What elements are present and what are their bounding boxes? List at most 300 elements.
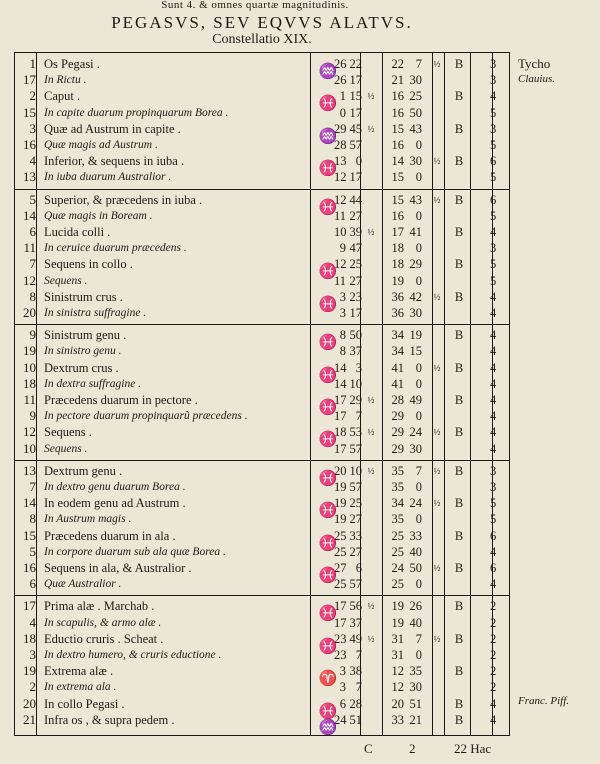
side-note-clauius: Clauius. xyxy=(518,73,555,85)
latitude-direction: B xyxy=(454,393,464,407)
magnitude: 3 xyxy=(490,463,497,478)
longitude-minutes: 57 xyxy=(349,441,362,456)
latitude-degrees: 29 xyxy=(391,425,404,440)
star-row xyxy=(14,712,510,728)
star-number: 13 xyxy=(23,169,36,185)
longitude-fraction: ½ xyxy=(367,123,375,134)
longitude-minutes: 10 xyxy=(349,376,362,391)
star-row xyxy=(14,72,510,88)
latitude-minutes: 43 xyxy=(409,192,422,207)
magnitude: 4 xyxy=(490,328,497,343)
star-number: 5 xyxy=(29,191,36,207)
latitude-minutes: 0 xyxy=(415,170,422,185)
magnitude: 6 xyxy=(490,192,497,207)
longitude-degrees: 11 xyxy=(334,273,347,288)
longitude-degrees: 25 xyxy=(334,528,347,543)
column-rule xyxy=(310,52,311,736)
latitude-minutes: 29 xyxy=(409,257,422,272)
latitude-fraction: ½ xyxy=(433,633,441,644)
magnitude: 4 xyxy=(490,577,497,592)
latitude-minutes: 0 xyxy=(415,208,422,223)
longitude-minutes: 45 xyxy=(349,121,362,136)
magnitude: 3 xyxy=(490,57,497,71)
star-row xyxy=(14,424,510,440)
side-note-franc-piff: Franc. Piff. xyxy=(518,695,570,707)
latitude-degrees: 19 xyxy=(391,615,404,630)
star-name: In Austrum magis . xyxy=(44,513,132,526)
longitude-minutes: 44 xyxy=(349,192,362,207)
latitude-degrees: 25 xyxy=(391,528,404,543)
star-number: 2 xyxy=(29,88,36,104)
page-footer xyxy=(14,738,510,760)
star-name: Sequens . xyxy=(44,425,92,440)
longitude-minutes: 7 xyxy=(355,409,362,424)
star-row xyxy=(14,598,510,614)
latitude-direction: B xyxy=(454,121,464,136)
star-number: 9 xyxy=(29,408,36,424)
column-rule xyxy=(36,52,37,736)
latitude-degrees: 34 xyxy=(391,328,404,343)
latitude-minutes: 25 xyxy=(409,89,422,104)
latitude-minutes: 43 xyxy=(409,121,422,136)
latitude-degrees: 18 xyxy=(391,241,404,256)
column-rule xyxy=(432,52,433,736)
latitude-minutes: 50 xyxy=(409,105,422,120)
star-name: Quæ Australior . xyxy=(44,578,122,591)
latitude-minutes: 15 xyxy=(409,344,422,359)
star-name: In sinistro genu . xyxy=(44,345,122,358)
star-row xyxy=(14,679,510,695)
longitude-degrees: 11 xyxy=(334,208,347,223)
longitude-fraction: ½ xyxy=(367,91,375,102)
longitude-minutes: 50 xyxy=(349,328,362,343)
star-name: Prima alæ . Marchab . xyxy=(44,599,155,614)
longitude-degrees: 12 xyxy=(334,170,347,185)
star-row xyxy=(14,305,510,321)
longitude-degrees: 28 xyxy=(334,138,347,152)
star-number: 6 xyxy=(29,576,36,592)
zodiac-sign: ♓ xyxy=(318,703,338,720)
latitude-degrees: 14 xyxy=(391,154,404,169)
longitude-fraction: ½ xyxy=(367,227,375,237)
magnitude: 4 xyxy=(490,376,497,391)
latitude-degrees: 35 xyxy=(391,512,404,527)
longitude-degrees: 25 xyxy=(334,544,347,559)
star-row xyxy=(14,663,510,679)
star-name: Quæ ad Austrum in capite . xyxy=(44,121,181,136)
star-row xyxy=(14,105,510,121)
star-name: Superior, & præcedens in iuba . xyxy=(44,192,203,207)
latitude-degrees: 17 xyxy=(391,225,404,239)
latitude-direction: B xyxy=(454,599,464,614)
longitude-minutes: 27 xyxy=(349,512,362,527)
magnitude: 5 xyxy=(490,208,497,223)
magnitude: 5 xyxy=(490,170,497,185)
star-number: 6 xyxy=(29,224,36,239)
longitude-degrees: 17 xyxy=(334,615,347,630)
latitude-minutes: 33 xyxy=(409,528,422,543)
star-row xyxy=(14,88,510,104)
longitude-degrees: 8 xyxy=(339,344,346,359)
magnitude: 6 xyxy=(490,528,497,543)
star-number: 19 xyxy=(23,343,36,359)
longitude-minutes: 25 xyxy=(349,496,362,511)
latitude-minutes: 0 xyxy=(415,360,422,375)
latitude-minutes: 19 xyxy=(409,328,422,343)
magnitude: 4 xyxy=(490,696,497,711)
magnitude: 5 xyxy=(490,105,497,120)
latitude-fraction: ½ xyxy=(433,156,441,167)
star-name: Sequens in ala, & Australior . xyxy=(44,561,192,575)
star-number: 12 xyxy=(23,272,36,288)
zodiac-sign: ♓ xyxy=(318,503,338,520)
star-row xyxy=(14,360,510,376)
signature-mark: C xyxy=(364,741,373,756)
latitude-degrees: 29 xyxy=(391,441,404,456)
zodiac-sign: ♒ xyxy=(318,719,338,736)
latitude-degrees: 34 xyxy=(391,344,404,359)
magnitude: 4 xyxy=(490,344,497,359)
latitude-degrees: 25 xyxy=(391,544,404,559)
longitude-minutes: 28 xyxy=(349,696,362,711)
star-number: 7 xyxy=(29,479,36,494)
longitude-degrees: 17 xyxy=(334,441,347,456)
star-row xyxy=(14,376,510,392)
latitude-degrees: 41 xyxy=(391,360,404,375)
longitude-minutes: 17 xyxy=(349,73,362,88)
latitude-fraction: ½ xyxy=(433,194,441,205)
star-row xyxy=(14,631,510,647)
star-name: In dextro genu duarum Borea . xyxy=(44,481,186,493)
latitude-degrees: 24 xyxy=(391,561,404,575)
star-name: In dextra suffragine . xyxy=(44,377,142,390)
star-number: 20 xyxy=(23,305,36,320)
star-number: 7 xyxy=(29,256,36,272)
star-row xyxy=(14,479,510,495)
latitude-minutes: 7 xyxy=(415,463,422,478)
magnitude: 4 xyxy=(490,306,497,320)
longitude-minutes: 47 xyxy=(349,241,362,256)
latitude-fraction: ½ xyxy=(433,59,441,69)
longitude-degrees: 14 xyxy=(334,360,347,375)
star-row xyxy=(14,327,510,343)
star-name: Quæ magis in Boream . xyxy=(44,209,153,222)
magnitude: 6 xyxy=(490,561,497,575)
longitude-fraction: ½ xyxy=(367,465,375,476)
longitude-minutes: 39 xyxy=(349,225,362,239)
latitude-degrees: 16 xyxy=(391,105,404,120)
latitude-degrees: 16 xyxy=(391,89,404,104)
star-row xyxy=(14,615,510,631)
longitude-degrees: 17 xyxy=(334,599,347,614)
star-number: 16 xyxy=(23,137,36,152)
latitude-direction: B xyxy=(454,664,464,679)
longitude-minutes: 37 xyxy=(349,615,362,630)
star-number: 1 xyxy=(29,56,36,71)
latitude-degrees: 19 xyxy=(391,599,404,614)
latitude-degrees: 12 xyxy=(391,664,404,679)
star-number: 10 xyxy=(23,359,36,375)
star-number: 21 xyxy=(23,711,36,727)
star-name: In extrema ala . xyxy=(44,681,117,694)
zodiac-sign: ♓ xyxy=(318,96,338,113)
star-number: 18 xyxy=(23,630,36,646)
star-number: 15 xyxy=(23,104,36,120)
latitude-degrees: 28 xyxy=(391,393,404,407)
latitude-direction: B xyxy=(454,425,464,440)
latitude-minutes: 0 xyxy=(415,241,422,256)
longitude-degrees: 12 xyxy=(334,257,347,272)
latitude-degrees: 29 xyxy=(391,409,404,424)
star-number: 2 xyxy=(29,679,36,695)
column-rule xyxy=(470,52,471,736)
longitude-minutes: 27 xyxy=(349,273,362,288)
longitude-degrees: 19 xyxy=(334,496,347,511)
star-number: 9 xyxy=(29,327,36,343)
longitude-degrees: 10 xyxy=(334,225,347,239)
latitude-fraction: ½ xyxy=(433,291,441,302)
latitude-direction: B xyxy=(454,192,464,207)
longitude-degrees: 14 xyxy=(334,376,347,391)
star-row xyxy=(14,408,510,424)
star-row xyxy=(14,169,510,185)
latitude-degrees: 18 xyxy=(391,257,404,272)
star-number: 14 xyxy=(23,495,36,511)
magnitude: 2 xyxy=(490,664,497,679)
star-row xyxy=(14,289,510,305)
star-row xyxy=(14,343,510,359)
longitude-minutes: 23 xyxy=(349,289,362,304)
latitude-degrees: 15 xyxy=(391,121,404,136)
star-row xyxy=(14,647,510,663)
latitude-degrees: 33 xyxy=(391,712,404,727)
latitude-direction: B xyxy=(454,225,464,239)
longitude-minutes: 33 xyxy=(349,528,362,543)
zodiac-sign: ♓ xyxy=(318,335,338,352)
latitude-direction: B xyxy=(454,631,464,646)
longitude-fraction: ½ xyxy=(367,633,375,644)
magnitude: 4 xyxy=(490,425,497,440)
star-row xyxy=(14,511,510,527)
star-row xyxy=(14,576,510,592)
zodiac-sign: ♓ xyxy=(318,470,338,487)
longitude-degrees: 24 xyxy=(334,712,347,727)
longitude-degrees: 3 xyxy=(339,289,346,304)
magnitude: 4 xyxy=(490,289,497,304)
magnitude: 5 xyxy=(490,512,497,527)
latitude-minutes: 0 xyxy=(415,480,422,494)
latitude-fraction: ½ xyxy=(433,498,441,509)
latitude-minutes: 41 xyxy=(409,225,422,239)
latitude-direction: B xyxy=(454,463,464,478)
latitude-minutes: 50 xyxy=(409,561,422,575)
magnitude: 5 xyxy=(490,273,497,288)
star-number: 12 xyxy=(23,424,36,440)
zodiac-sign: ♓ xyxy=(318,296,338,313)
magnitude: 4 xyxy=(490,89,497,104)
star-number: 3 xyxy=(29,647,36,662)
magnitude: 4 xyxy=(490,544,497,559)
latitude-minutes: 0 xyxy=(415,376,422,391)
longitude-degrees: 26 xyxy=(334,73,347,88)
star-name: Dextrum crus . xyxy=(44,360,119,375)
latitude-minutes: 30 xyxy=(409,441,422,456)
magnitude: 2 xyxy=(490,599,497,614)
star-row xyxy=(14,192,510,208)
longitude-degrees: 3 xyxy=(339,664,346,679)
star-number: 5 xyxy=(29,543,36,559)
latitude-fraction: ½ xyxy=(433,465,441,476)
zodiac-sign: ♓ xyxy=(318,638,338,655)
star-number: 20 xyxy=(23,695,36,711)
star-name: In scapulis, & armo alæ . xyxy=(44,616,162,629)
star-number: 16 xyxy=(23,560,36,575)
star-number: 8 xyxy=(29,288,36,304)
star-row xyxy=(14,495,510,511)
zodiac-sign: ♓ xyxy=(318,161,338,178)
latitude-degrees: 35 xyxy=(391,480,404,494)
star-name: Sinistrum genu . xyxy=(44,328,127,343)
star-number: 4 xyxy=(29,153,36,169)
star-name: Infra os , & supra pedem . xyxy=(44,712,175,727)
latitude-fraction: ½ xyxy=(433,563,441,573)
latitude-degrees: 25 xyxy=(391,577,404,592)
latitude-minutes: 0 xyxy=(415,409,422,424)
star-number: 15 xyxy=(23,527,36,543)
star-row xyxy=(14,696,510,712)
magnitude: 5 xyxy=(490,257,497,272)
latitude-degrees: 21 xyxy=(391,73,404,88)
longitude-degrees: 9 xyxy=(339,241,346,256)
longitude-minutes: 53 xyxy=(349,425,362,440)
latitude-degrees: 22 xyxy=(391,57,404,71)
column-rule xyxy=(444,52,445,736)
star-row xyxy=(14,121,510,137)
latitude-minutes: 30 xyxy=(409,306,422,320)
latitude-minutes: 0 xyxy=(415,512,422,527)
zodiac-sign: ♓ xyxy=(318,535,338,552)
star-row xyxy=(14,441,510,457)
longitude-minutes: 7 xyxy=(355,648,362,662)
zodiac-sign: ♓ xyxy=(318,367,338,384)
longitude-degrees: 20 xyxy=(334,463,347,478)
longitude-minutes: 49 xyxy=(349,631,362,646)
zodiac-sign: ♒ xyxy=(318,64,338,80)
star-row xyxy=(14,273,510,289)
longitude-minutes: 38 xyxy=(349,664,362,679)
zodiac-sign: ♒ xyxy=(318,128,338,145)
star-row xyxy=(14,463,510,479)
zodiac-sign: ♓ xyxy=(318,432,338,449)
star-name: In ceruice duarum præcedens . xyxy=(44,242,187,255)
longitude-minutes: 15 xyxy=(349,89,362,104)
latitude-direction: B xyxy=(454,712,464,727)
star-number: 8 xyxy=(29,511,36,527)
latitude-minutes: 40 xyxy=(409,544,422,559)
magnitude: 4 xyxy=(490,360,497,375)
longitude-degrees: 6 xyxy=(339,696,346,711)
latitude-direction: B xyxy=(454,257,464,272)
star-name: Os Pegasi . xyxy=(44,57,100,71)
latitude-minutes: 24 xyxy=(409,425,422,440)
longitude-fraction: ½ xyxy=(367,427,375,438)
star-row xyxy=(14,208,510,224)
longitude-minutes: 0 xyxy=(355,154,362,169)
latitude-degrees: 16 xyxy=(391,208,404,223)
star-row xyxy=(14,392,510,408)
longitude-degrees: 23 xyxy=(334,648,347,662)
signature-number: 2 xyxy=(409,741,416,756)
magnitude: 4 xyxy=(490,393,497,407)
latitude-minutes: 30 xyxy=(409,73,422,88)
latitude-minutes: 24 xyxy=(409,496,422,511)
magnitude: 4 xyxy=(490,712,497,727)
catchword: 22 Hac xyxy=(454,741,492,756)
latitude-minutes: 26 xyxy=(409,599,422,614)
magnitude: 4 xyxy=(490,225,497,239)
longitude-minutes: 7 xyxy=(355,680,362,695)
latitude-direction: B xyxy=(454,154,464,169)
latitude-minutes: 42 xyxy=(409,289,422,304)
star-number: 17 xyxy=(23,72,36,88)
latitude-degrees: 15 xyxy=(391,192,404,207)
group-divider xyxy=(14,324,510,325)
longitude-minutes: 6 xyxy=(355,561,362,575)
longitude-degrees: 23 xyxy=(334,631,347,646)
latitude-direction: B xyxy=(454,496,464,511)
latitude-fraction: ½ xyxy=(433,362,441,373)
constellation-title: PEGASVS, SEV EQVVS ALATVS. xyxy=(111,13,413,32)
star-name: Sequens . xyxy=(44,274,88,287)
star-number: 17 xyxy=(23,598,36,614)
group-divider xyxy=(14,189,510,190)
star-name: Sequens in collo . xyxy=(44,257,133,272)
star-number: 13 xyxy=(23,462,36,478)
longitude-degrees: 17 xyxy=(334,409,347,424)
latitude-minutes: 35 xyxy=(409,664,422,679)
latitude-minutes: 0 xyxy=(415,648,422,662)
star-number: 19 xyxy=(23,663,36,679)
zodiac-sign: ♓ xyxy=(318,199,338,216)
star-number: 3 xyxy=(29,120,36,136)
group-divider xyxy=(14,595,510,596)
longitude-minutes: 17 xyxy=(349,170,362,185)
longitude-minutes: 3 xyxy=(355,360,362,375)
longitude-minutes: 17 xyxy=(349,306,362,320)
star-number: 18 xyxy=(23,375,36,391)
star-name: Sequens . xyxy=(44,442,88,455)
star-row xyxy=(14,224,510,240)
latitude-direction: B xyxy=(454,289,464,304)
longitude-degrees: 1 xyxy=(339,89,346,104)
star-row xyxy=(14,153,510,169)
latitude-minutes: 0 xyxy=(415,577,422,592)
magnitude: 3 xyxy=(490,241,497,256)
star-number: 4 xyxy=(29,614,36,630)
latitude-fraction: ½ xyxy=(433,427,441,438)
star-name: In pectore duarum propinquarũ præcedens . xyxy=(44,410,248,423)
star-row xyxy=(14,137,510,153)
star-row xyxy=(14,56,510,72)
star-name: Præcedens duarum in ala . xyxy=(44,528,176,543)
longitude-fraction: ½ xyxy=(367,395,375,405)
longitude-minutes: 56 xyxy=(349,599,362,614)
latitude-degrees: 12 xyxy=(391,680,404,695)
latitude-degrees: 36 xyxy=(391,306,404,320)
longitude-degrees: 19 xyxy=(334,512,347,527)
longitude-minutes: 22 xyxy=(349,57,362,71)
longitude-minutes: 57 xyxy=(349,138,362,152)
